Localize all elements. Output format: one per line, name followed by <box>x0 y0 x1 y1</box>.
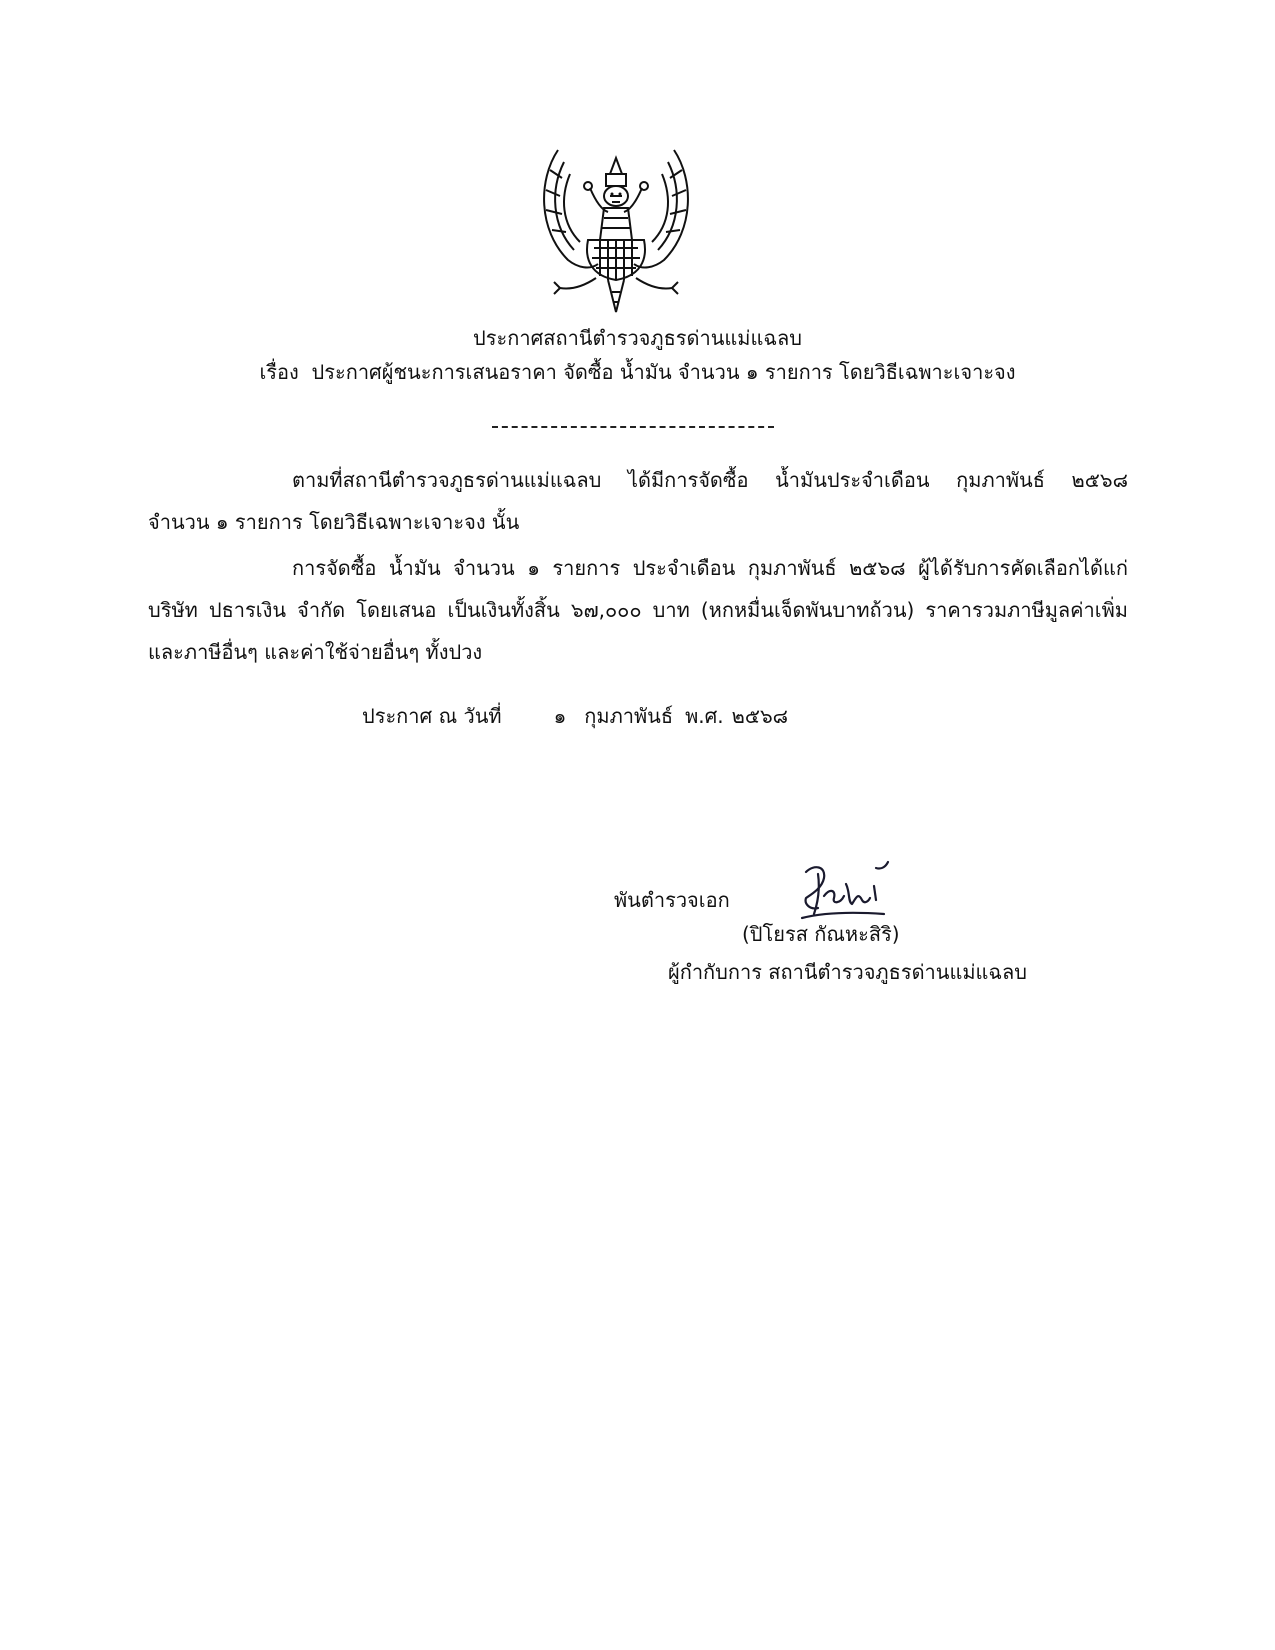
agency-name: ประกาศสถานีตำรวจภูธรด่านแม่แฉลบ <box>473 326 802 350</box>
signatory-name: (ปิโยรส กัณหะสิริ) <box>742 922 900 946</box>
signatory-position: ผู้กำกับการ สถานีตำรวจภูธรด่านแม่แฉลบ <box>668 960 1027 984</box>
para1-line1: ตามที่สถานีตำรวจภูธรด่านแม่แฉลบ ได้มีการจัดซื้อ น้ำมันประจำเดือน กุมภาพันธ์ ๒๕๖๘ <box>292 468 1128 492</box>
divider-line <box>492 426 774 428</box>
date-year-label: พ.ศ. <box>685 704 724 728</box>
garuda-emblem-icon <box>538 140 694 320</box>
signatory-rank: พันตำรวจเอก <box>614 888 730 912</box>
date-prefix: ประกาศ ณ วันที่ <box>362 704 502 728</box>
para2-line2: บริษัท ปธารเงิน จำกัด โดยเสนอ เป็นเงินทั้งสิ้น ๖๗,๐๐๐ บาท (หกหมื่นเจ็ดพันบาทถ้วน) ราคารวมภาษีมูลค่าเพิ่ม <box>148 598 1128 622</box>
date-year: ๒๕๖๘ <box>731 704 789 728</box>
subject-label: เรื่อง <box>259 360 299 384</box>
date-day: ๑ <box>553 704 567 728</box>
agency-heading <box>0 324 1275 352</box>
announcement-date <box>362 702 788 730</box>
para2-line3: และภาษีอื่นๆ และค่าใช้จ่ายอื่นๆ ทั้งปวง <box>148 640 483 664</box>
para1-line2: จำนวน ๑ รายการ โดยวิธีเฉพาะเจาะจง นั้น <box>148 510 520 534</box>
subject-text: ประกาศผู้ชนะการเสนอราคา จัดซื้อ น้ำมัน จำนวน ๑ รายการ โดยวิธีเฉพาะเจาะจง <box>311 360 1016 384</box>
date-month: กุมภาพันธ์ <box>584 704 674 728</box>
para2-line1: การจัดซื้อ น้ำมัน จำนวน ๑ รายการ ประจำเดือน กุมภาพันธ์ ๒๕๖๘ ผู้ได้รับการคัดเลือกได้แก่ <box>292 556 1128 580</box>
subject-line <box>0 358 1275 386</box>
